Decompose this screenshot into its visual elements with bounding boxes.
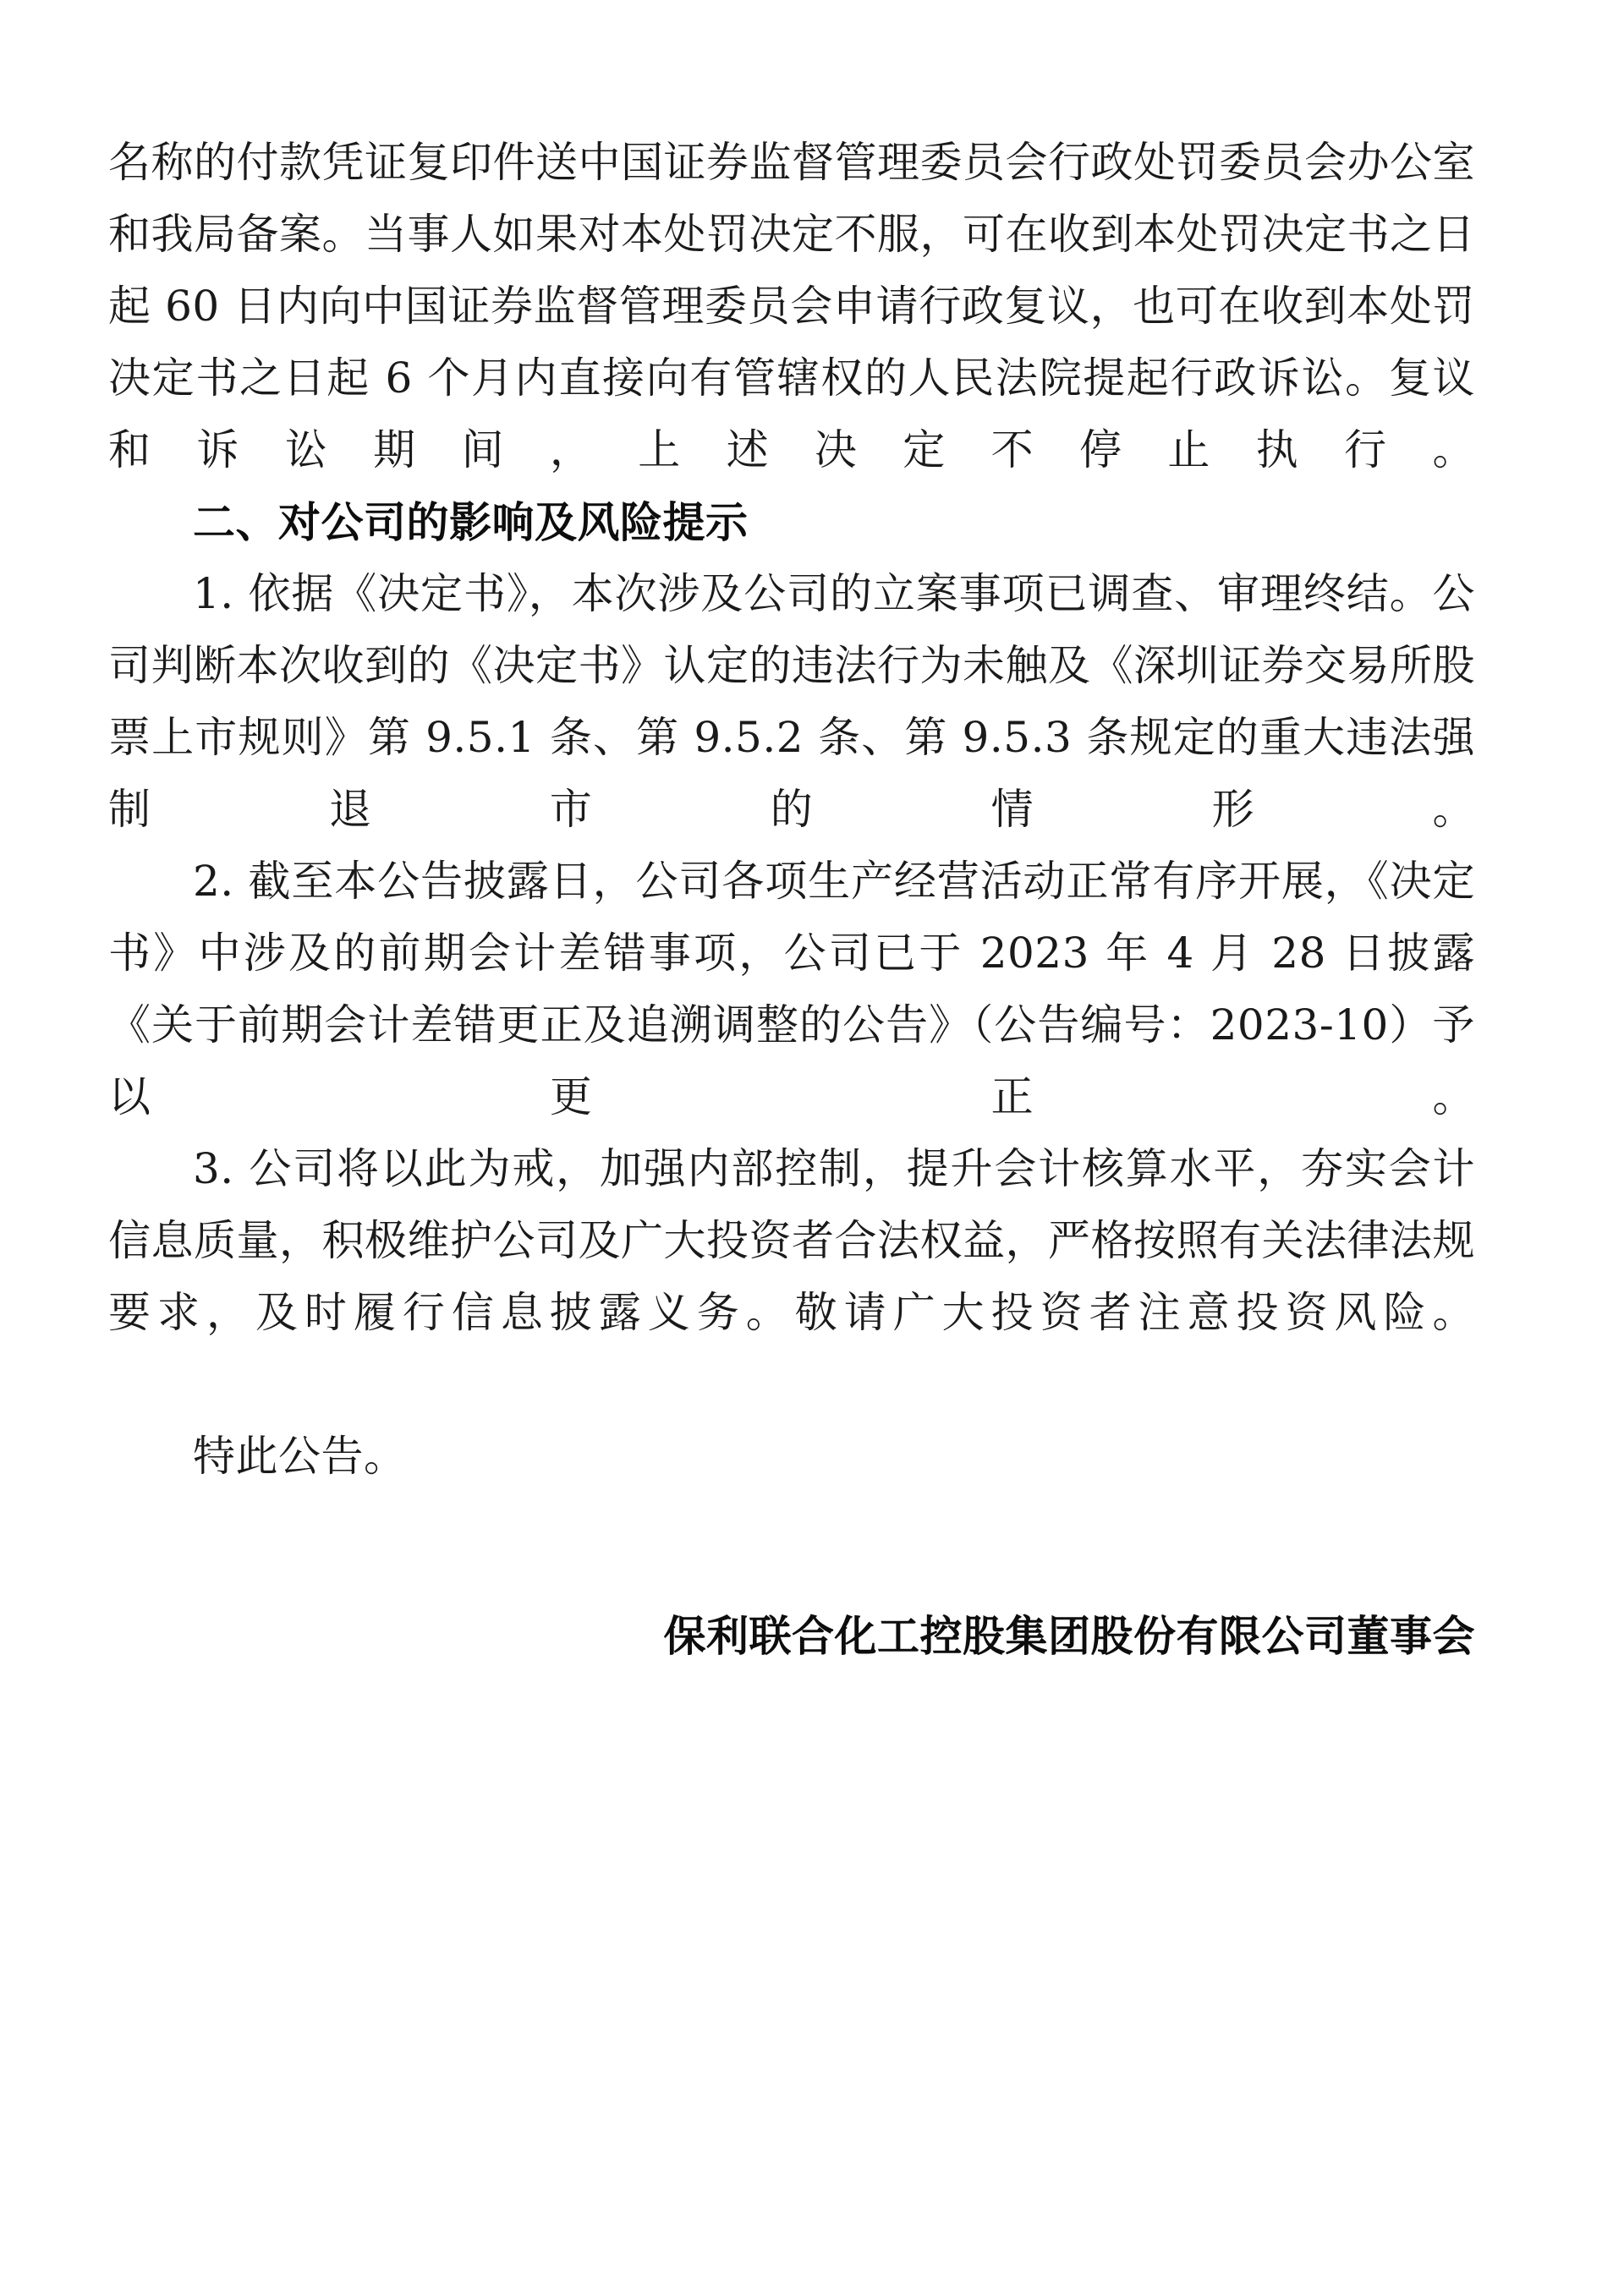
paragraph-continuation: 名称的付款凭证复印件送中国证券监督管理委员会行政处罚委员会办公室和我局备案。当事人如果对本处罚决定不服，可在收到本处罚决定书之日起 60 日内向中国证券监督管理委员会申请行政复议，也可在收到本处罚决定书之日起 6 个月内直接向有管辖权的人民法院提起行政诉讼。复议和诉讼期间，上述决定不停止执行。 xyxy=(108,138,1475,474)
company-signature: 保利联合化工控股集团股份有限公司董事会 xyxy=(663,1611,1475,1661)
numbered-item-1: 1. 依据《决定书》，本次涉及公司的立案事项已调查、审理终结。公司判断本次收到的《决定书》认定的违法行为未触及《深圳证券交易所股票上市规则》第 9.5.1 条、第 9.5.2 条、第 9.5.3 条规定的重大违法强制退市的情形。 xyxy=(108,569,1475,834)
numbered-item-2: 2. 截至本公告披露日，公司各项生产经营活动正常有序开展，《决定书》中涉及的前期会计差错事项，公司已于 2023 年 4 月 28 日披露《关于前期会计差错更正及追溯调整的公告》（公告编号：2023-10）予以更正。 xyxy=(108,857,1475,1121)
numbered-item-3: 3. 公司将以此为戒，加强内部控制，提升会计核算水平，夯实会计信息质量，积极维护公司及广大投资者合法权益，严格按照有关法律法规要求，及时履行信息披露义务。敬请广大投资者注意投资风险。 xyxy=(108,1144,1475,1337)
document-text-body xyxy=(108,127,1475,1672)
closing-statement: 特此公告。 xyxy=(193,1432,407,1481)
blank-line-spacer-3 xyxy=(108,1564,1475,1600)
blank-line-spacer-2 xyxy=(108,1493,1475,1564)
section-heading-two: 二、对公司的影响及风险提示 xyxy=(193,497,749,547)
blank-line-spacer-1 xyxy=(108,1349,1475,1421)
